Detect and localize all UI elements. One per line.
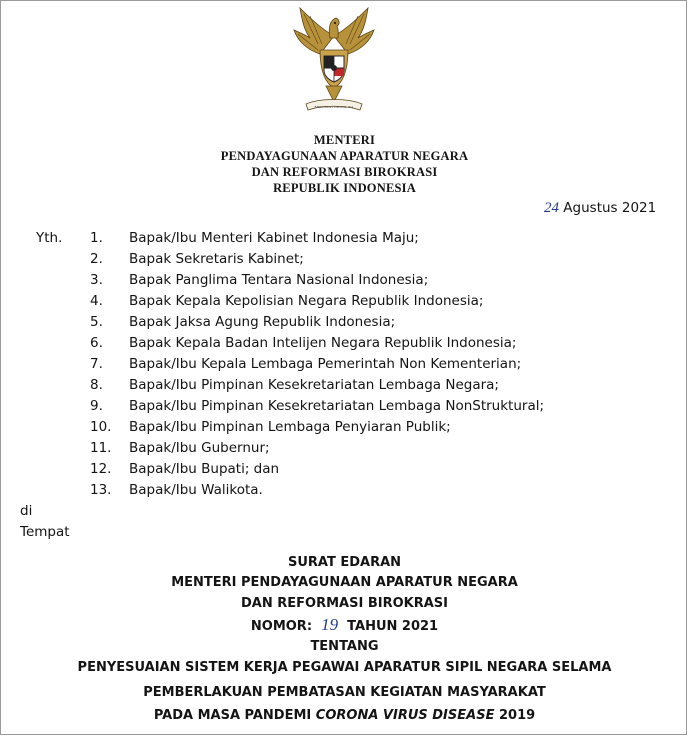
list-item: Bapak/Ibu Kepala Lembaga Pemerintah Non Kementerian;: [129, 356, 522, 372]
circular-title: SURAT EDARAN: [287, 555, 402, 570]
di-text: di: [20, 503, 33, 519]
garuda-emblem-icon: [290, 6, 378, 116]
header-line-1: MENTERI: [313, 133, 376, 147]
list-number: 8.: [90, 377, 103, 393]
circular-tentang: TENTANG: [310, 639, 379, 654]
list-number: 12.: [90, 461, 112, 477]
header-line-2: PENDAYAGUNAAN APARATUR NEGARA: [220, 149, 469, 163]
nomor-suffix: TAHUN 2021: [347, 619, 439, 634]
circular-ministry-line: DAN REFORMASI BIROKRASI: [241, 596, 448, 611]
list-item: Bapak/Ibu Pimpinan Kesekretariatan Lembaga Negara;: [129, 377, 499, 393]
circular-subject-line-2: PEMBERLAKUAN PEMBATASAN KEGIATAN MASYARAKAT: [143, 685, 546, 700]
list-item: Bapak Kepala Kepolisian Negara Republik Indonesia;: [129, 293, 484, 309]
list-item: Bapak Jaksa Agung Republik Indonesia;: [129, 314, 396, 330]
subject-italic: CORONA VIRUS DISEASE: [315, 708, 495, 723]
nomor-label: NOMOR:: [250, 619, 313, 634]
list-number: 5.: [90, 314, 103, 330]
list-number: 13.: [90, 482, 112, 498]
list-item: Bapak/Ibu Walikota.: [129, 482, 263, 498]
list-number: 9.: [90, 398, 103, 414]
circular-minister-line: MENTERI PENDAYAGUNAAN APARATUR NEGARA: [171, 575, 518, 590]
list-number: 2.: [90, 251, 103, 267]
list-item: Bapak Panglima Tentara Nasional Indonesia;: [129, 272, 429, 288]
list-number: 7.: [90, 356, 103, 372]
circular-number: [0, 615, 689, 635]
subject-prefix: PADA MASA PANDEMI: [153, 708, 312, 723]
list-number: 3.: [90, 272, 103, 288]
list-number: 11.: [90, 440, 112, 456]
circular-subject-line-1: PENYESUAIAN SISTEM KERJA PEGAWAI APARATUR SIPIL NEGARA SELAMA: [77, 660, 612, 675]
list-item: Bapak/Ibu Pimpinan Kesekretariatan Lembaga NonStruktural;: [129, 398, 545, 414]
addressee-label: Yth.: [36, 230, 63, 246]
list-item: Bapak/Ibu Gubernur;: [129, 440, 270, 456]
letter-date: [544, 200, 656, 217]
list-number: 4.: [90, 293, 103, 309]
list-item: Bapak/Ibu Pimpinan Lembaga Penyiaran Publik;: [129, 419, 451, 435]
subject-suffix: 2019: [498, 708, 536, 723]
list-item: Bapak/Ibu Menteri Kabinet Indonesia Maju;: [129, 230, 419, 246]
tempat-text: Tempat: [20, 524, 70, 540]
list-item: Bapak Sekretaris Kabinet;: [129, 251, 304, 267]
date-day-handwritten: 24: [544, 200, 559, 216]
list-number: 10.: [90, 419, 112, 435]
list-number: 6.: [90, 335, 103, 351]
date-month-year: Agustus 2021: [563, 200, 657, 216]
list-item: Bapak/Ibu Bupati; dan: [129, 461, 280, 477]
header-line-3: DAN REFORMASI BIROKRASI: [251, 165, 438, 179]
list-item: Bapak Kepala Badan Intelijen Negara Republik Indonesia;: [129, 335, 517, 351]
list-number: 1.: [90, 230, 103, 246]
circular-subject-line-3: [0, 708, 689, 723]
nomor-value-handwritten: 19: [321, 615, 339, 634]
svg-text:BHINNEKA TUNGGAL IKA: BHINNEKA TUNGGAL IKA: [314, 105, 354, 109]
header-line-4: REPUBLIK INDONESIA: [273, 181, 416, 195]
